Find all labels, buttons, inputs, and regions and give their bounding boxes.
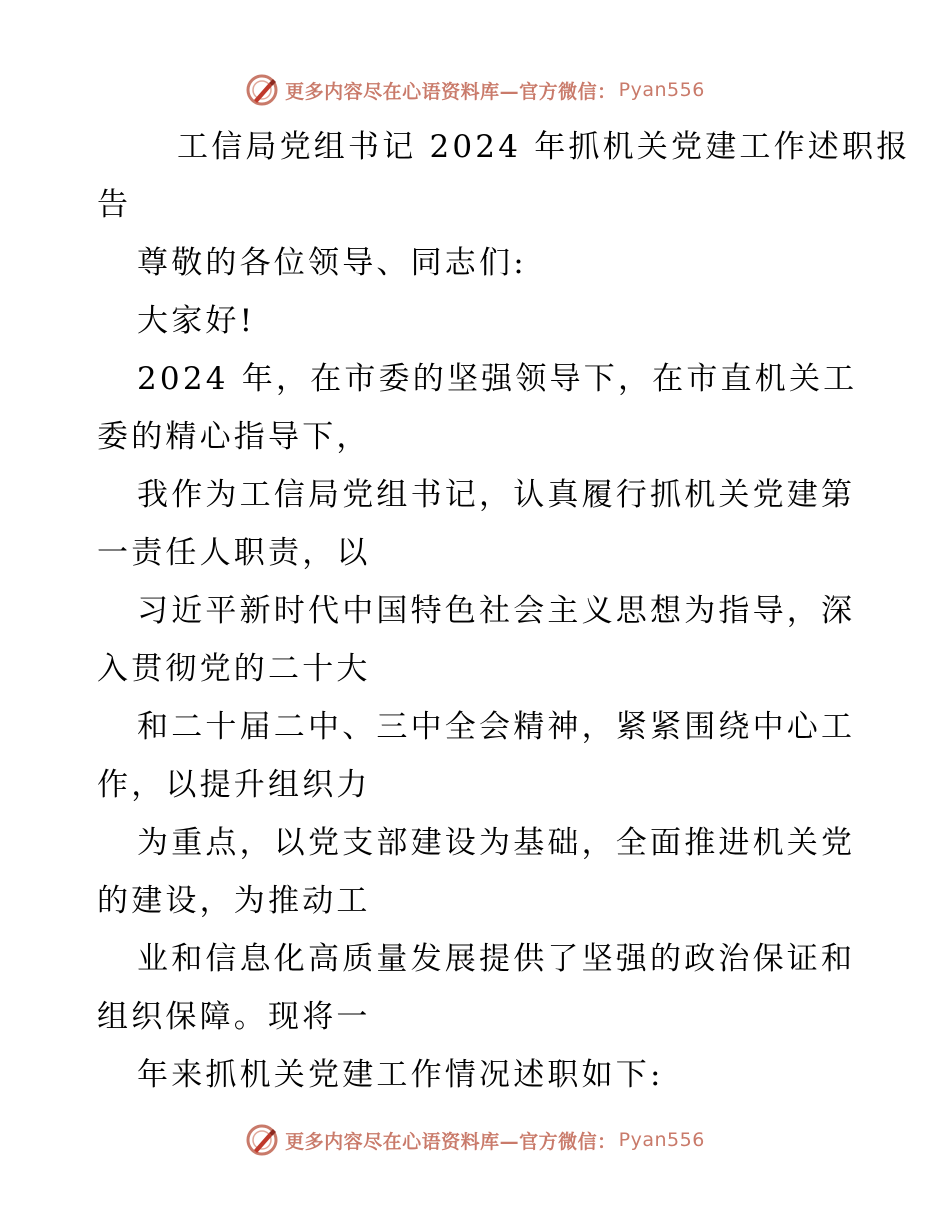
header-watermark [0,70,950,110]
greeting: 大家好! [137,303,256,339]
title-line-1: 工信局党组书记 2024 年抓机关党建工作述职报 [177,129,911,165]
salutation: 尊敬的各位领导、同志们: [137,245,527,281]
body-line: 业和信息化高质量发展提供了坚强的政治保证和 [137,941,856,977]
body-line: 的建设，为推动工 [97,883,371,919]
footer-watermark [0,1120,950,1160]
body-line: 委的精心指导下， [97,419,371,455]
body-line: 年来抓机关党建工作情况述职如下: [137,1057,664,1093]
body-line: 和二十届二中、三中全会精神，紧紧围绕中心工 [137,709,856,745]
watermark-text: 更多内容尽在心语资料库—官方微信： [285,1130,617,1153]
watermark-wechat-id: Pyan556 [618,79,705,101]
body-line: 习近平新时代中国特色社会主义思想为指导，深 [137,593,856,629]
body-line: 我作为工信局党组书记，认真履行抓机关党建第 [137,477,856,513]
body-line: 作，以提升组织力 [97,767,371,803]
body-line: 组织保障。现将一 [97,999,371,1035]
body-line: 为重点，以党支部建设为基础，全面推进机关党 [137,825,856,861]
watermark-text: 更多内容尽在心语资料库—官方微信： [285,80,617,103]
body-line: 一责任人职责，以 [97,535,371,571]
body-line: 入贯彻党的二十大 [97,651,371,687]
pen-logo-icon [245,1123,279,1157]
body-line: 2024 年，在市委的坚强领导下，在市直机关工 [137,361,858,397]
watermark-wechat-id: Pyan556 [618,1129,705,1151]
title-line-2: 告 [97,187,132,223]
document-body [97,118,911,1104]
pen-logo-icon [245,73,279,107]
